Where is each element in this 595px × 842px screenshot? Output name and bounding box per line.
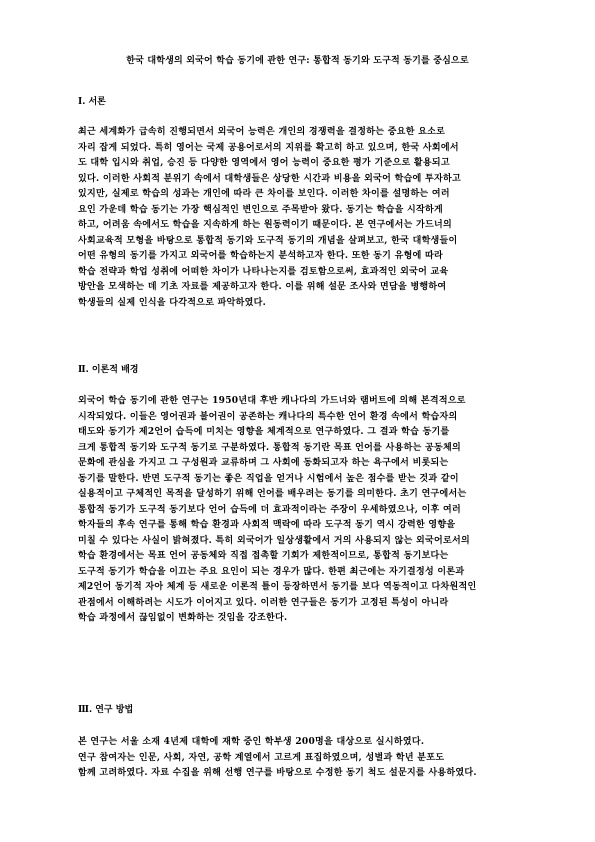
paragraph-line: 하고, 어려움 속에서도 학습을 지속하게 하는 원동력이기 때문이다. 본 연구에서는 가드너의 xyxy=(78,220,452,230)
paragraph-line: 요인 가운데 학습 동기는 가장 핵심적인 변인으로 주목받아 왔다. 동기는 학습을 시작하게 xyxy=(78,204,443,215)
paragraph-line: 도구적 동기가 학습을 이끄는 주요 요인이 되는 경우가 많다. 한편 최근에는 자기결정성 이론과 xyxy=(78,566,465,577)
paragraph-line: 어떤 유형의 동기를 가지고 외국어를 학습하는지 분석하고자 한다. 또한 동기 유형에 따라 xyxy=(78,251,443,261)
paragraph-line: 방안을 모색하는 데 기초 자료를 제공하고자 한다. 이를 위해 설문 조사와 면담을 병행하여 xyxy=(78,282,447,292)
paragraph-line: 학습 과정에서 끊임없이 변화하는 것임을 강조한다. xyxy=(78,613,288,623)
paragraph-line: 문화에 관심을 가지고 그 구성원과 교류하며 그 사회에 동화되고자 하는 욕구에서 비롯되는 xyxy=(78,458,449,468)
paragraph-line: 함께 고려하였다. 자료 수집을 위해 선행 연구를 바탕으로 수정한 동기 척도 설문지를 사용하였다. xyxy=(78,768,477,778)
paragraph-line: 외국어 학습 동기에 관한 연구는 1950년대 후반 캐나다의 가드너와 램버트에 의해 본격적으로 xyxy=(78,396,466,406)
paragraph-line: 미칠 수 있다는 사실이 밝혀졌다. 특히 외국어가 일상생활에서 거의 사용되지 않는 외국어로서의 xyxy=(78,535,470,546)
paragraph-line: 크게 통합적 동기와 도구적 동기로 구분하였다. 통합적 동기란 목표 언어를 사용하는 공동체의 xyxy=(78,442,461,453)
section-body-theory xyxy=(78,394,520,627)
paragraph-line: 학자들의 후속 연구를 통해 학습 환경과 사회적 맥락에 따라 도구적 동기 역시 강력한 영향을 xyxy=(78,520,456,530)
document-title: 한국 대학생의 외국어 학습 동기에 관한 연구: 통합적 동기와 도구적 동기를 중심으로 xyxy=(126,56,469,66)
section-body-introduction xyxy=(78,125,520,311)
paragraph-line: 연구 참여자는 인문, 사회, 자연, 공학 계열에서 고르게 표집하였으며, 성별과 학년 분포도 xyxy=(78,752,445,763)
paragraph-line: 자리 잡게 되었다. 특히 영어는 국제 공용어로서의 지위를 확고히 하고 있으며, 한국 사회에서 xyxy=(78,142,459,153)
paragraph-line: 관점에서 이해하려는 시도가 이어지고 있다. 이러한 연구들은 동기가 고정된 특성이 아니라 xyxy=(78,597,449,608)
section-heading-method: Ⅲ. 연구 방법 xyxy=(78,705,134,715)
paragraph-line: 태도와 동기가 제2언어 습득에 미치는 영향을 체계적으로 연구하였다. 그 결과 학습 동기를 xyxy=(78,427,450,437)
paragraph-line: 학습 환경에서는 목표 언어 공동체와 직접 접촉할 기회가 제한적이므로, 통합적 동기보다는 xyxy=(78,551,449,561)
paragraph-line: 시작되었다. 이들은 영어권과 불어권이 공존하는 캐나다의 특수한 언어 환경 속에서 학습자의 xyxy=(78,411,458,422)
paragraph-line: 학생들의 실제 인식을 다각적으로 파악하였다. xyxy=(78,297,267,308)
section-heading-theory: Ⅱ. 이론적 배경 xyxy=(78,365,139,375)
paragraph-line: 실용적이고 구체적인 목적을 달성하기 위해 언어를 배우려는 동기를 의미한다. 초기 연구에서는 xyxy=(78,489,467,499)
paragraph-line: 있다. 이러한 사회적 분위기 속에서 대학생들은 상당한 시간과 비용을 외국어 학습에 투자하고 xyxy=(78,173,461,184)
paragraph-line: 사회교육적 모형을 바탕으로 통합적 동기와 도구적 동기의 개념을 살펴보고, 한국 대학생들이 xyxy=(78,235,458,246)
paragraph-line: 최근 세계화가 급속히 진행되면서 외국어 능력은 개인의 경쟁력을 결정하는 중요한 요소로 xyxy=(78,127,446,137)
section-heading-introduction: Ⅰ. 서론 xyxy=(78,97,106,107)
section-body-method xyxy=(78,735,520,782)
paragraph-line: 동기를 말한다. 반면 도구적 동기는 좋은 직업을 얻거나 시험에서 높은 점수를 받는 것과 같이 xyxy=(78,473,459,484)
paragraph-line: 학습 전략과 학업 성취에 어떠한 차이가 나타나는지를 검토함으로써, 효과적인 외국어 교육 xyxy=(78,266,449,277)
paragraph-line: 제2언어 동기적 자아 체계 등 새로운 이론적 틀이 등장하면서 동기를 보다 역동적이고 다차원적인 xyxy=(78,582,477,592)
paragraph-line: 있지만, 실제로 학습의 성과는 개인에 따라 큰 차이를 보인다. 이러한 차이를 설명하는 여러 xyxy=(78,189,450,199)
paragraph-line: 도 대학 입시와 취업, 승진 등 다양한 영역에서 영어 능력이 중요한 평가 기준으로 활용되고 xyxy=(78,158,450,168)
paragraph-line: 본 연구는 서울 소재 4년제 대학에 재학 중인 학부생 200명을 대상으로 실시하였다. xyxy=(78,737,425,747)
paragraph-line: 통합적 동기가 도구적 동기보다 언어 습득에 더 효과적이라는 주장이 우세하였으나, 이후 여러 xyxy=(78,504,461,515)
